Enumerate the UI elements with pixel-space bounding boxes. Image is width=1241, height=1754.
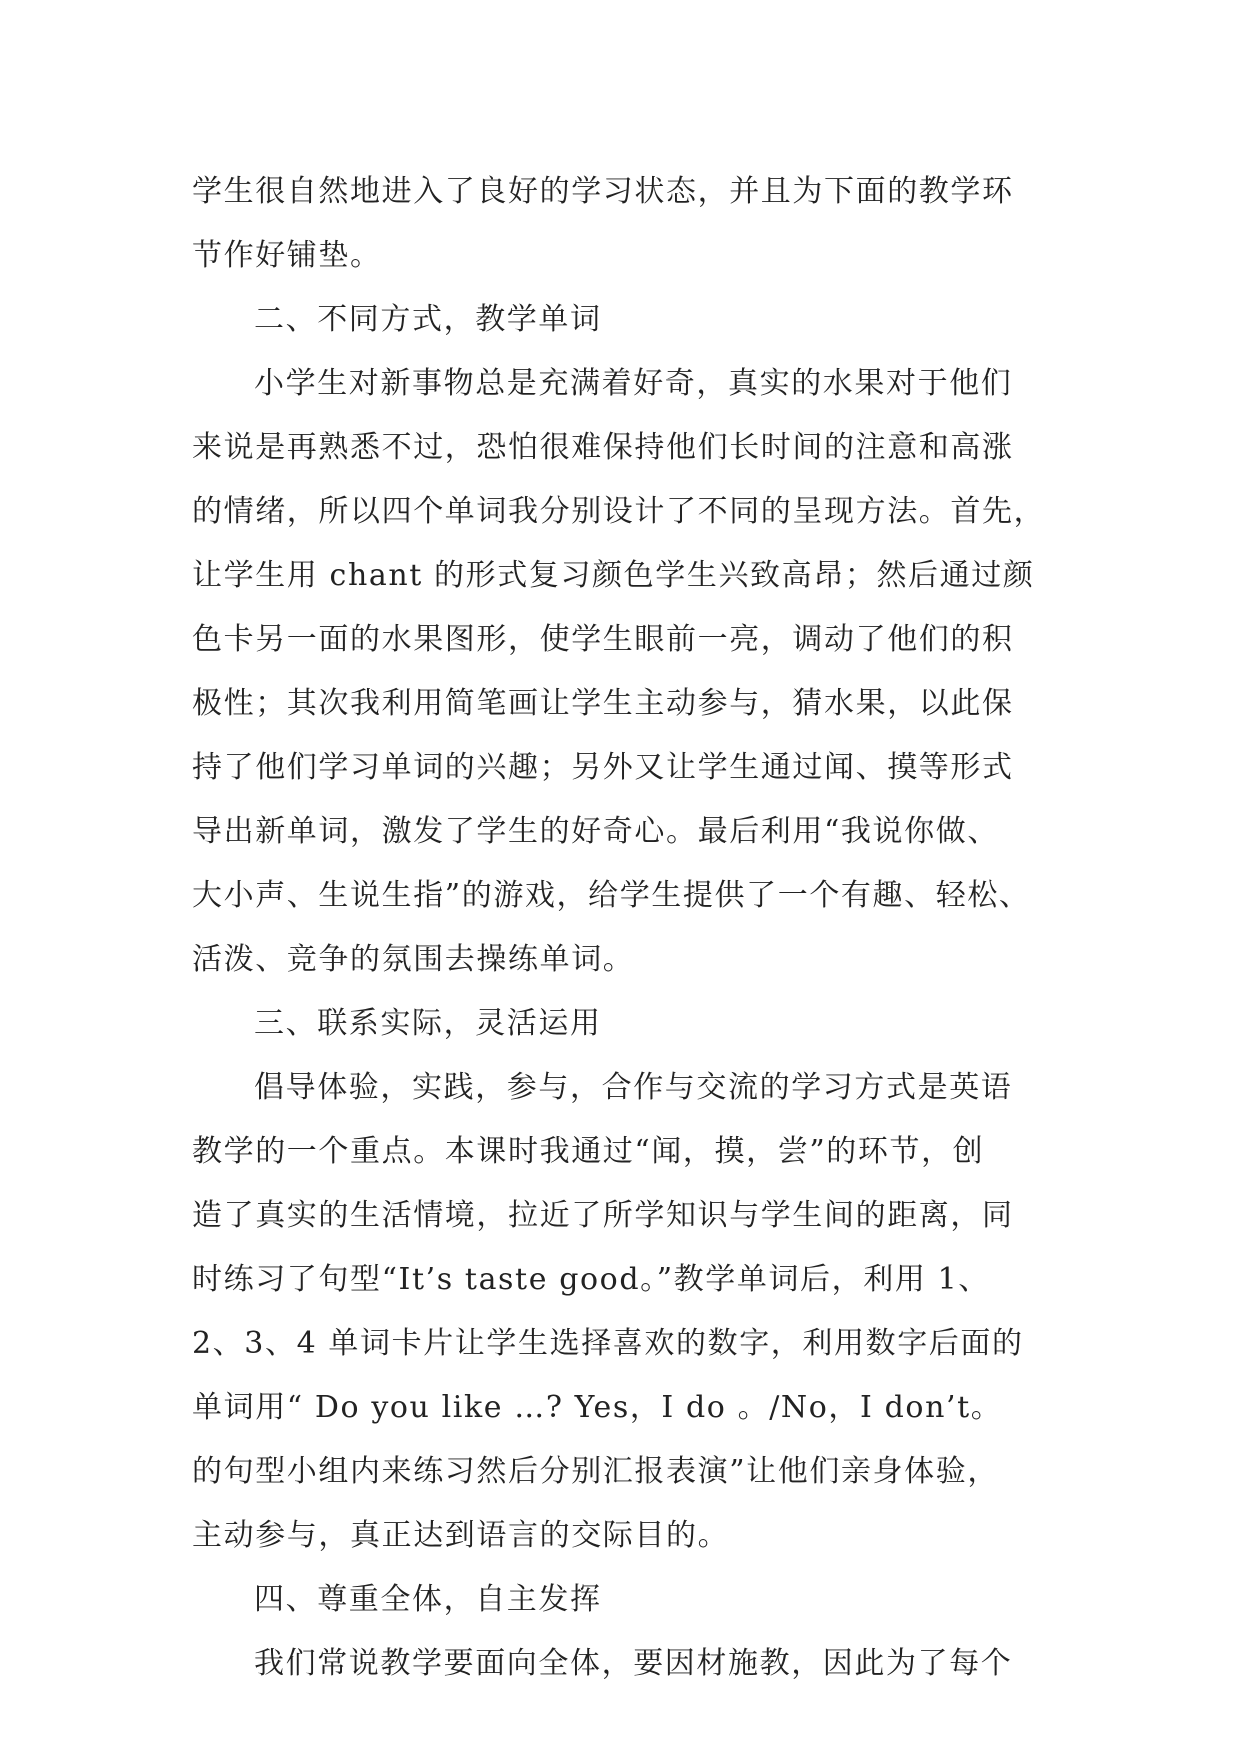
- text-line: 极性；其次我利用简笔画让学生主动参与，猜水果，以此保: [192, 686, 1014, 721]
- text-line: 我们常说教学要面向全体，要因材施教，因此为了每个: [254, 1646, 1013, 1681]
- section-heading: 二、不同方式，教学单词: [254, 302, 602, 337]
- text-line: 让学生用 chant 的形式复习颜色学生兴致高昂；然后通过颜: [192, 558, 1035, 593]
- text-line: 来说是再熟悉不过，恐怕很难保持他们长时间的注意和高涨: [192, 430, 1014, 465]
- text-line: 的句型小组内来练习然后分别汇报表演”让他们亲身体验，: [192, 1454, 999, 1489]
- text-line: 小学生对新事物总是充满着好奇，真实的水果对于他们: [254, 366, 1013, 401]
- text-line: 持了他们学习单词的兴趣；另外又让学生通过闻、摸等形式: [192, 750, 1014, 785]
- text-line: 倡导体验，实践，参与，合作与交流的学习方式是英语: [254, 1070, 1013, 1105]
- text-line: 导出新单词，激发了学生的好奇心。最后利用“我说你做、: [192, 814, 999, 849]
- text-line: 单词用“ Do you like …? Yes，I do 。/No，I don’t。: [192, 1390, 1003, 1425]
- text-line: 造了真实的生活情境，拉近了所学知识与学生间的距离，同: [192, 1198, 1014, 1233]
- text-line: 色卡另一面的水果图形，使学生眼前一亮，调动了他们的积: [192, 622, 1014, 657]
- text-line: 活泼、竞争的氛围去操练单词。: [192, 942, 635, 977]
- text-line: 主动参与，真正达到语言的交际目的。: [192, 1518, 730, 1553]
- text-line: 学生很自然地进入了良好的学习状态，并且为下面的教学环: [192, 174, 1014, 209]
- text-line: 教学的一个重点。本课时我通过“闻，摸，尝”的环节，创: [192, 1134, 985, 1169]
- section-heading: 四、尊重全体，自主发挥: [254, 1582, 602, 1617]
- text-line: 的情绪，所以四个单词我分别设计了不同的呈现方法。首先，: [192, 494, 1046, 529]
- text-line: 2、3、4 单词卡片让学生选择喜欢的数字，利用数字后面的: [192, 1326, 1024, 1361]
- body-text: [192, 160, 1072, 1696]
- text-line: 节作好铺垫。: [192, 238, 382, 273]
- text-line: 时练习了句型“It’s taste good。”教学单词后，利用 1、: [192, 1262, 990, 1297]
- text-line: 大小声、生说生指”的游戏，给学生提供了一个有趣、轻松、: [192, 878, 1031, 913]
- section-heading: 三、联系实际，灵活运用: [254, 1006, 602, 1041]
